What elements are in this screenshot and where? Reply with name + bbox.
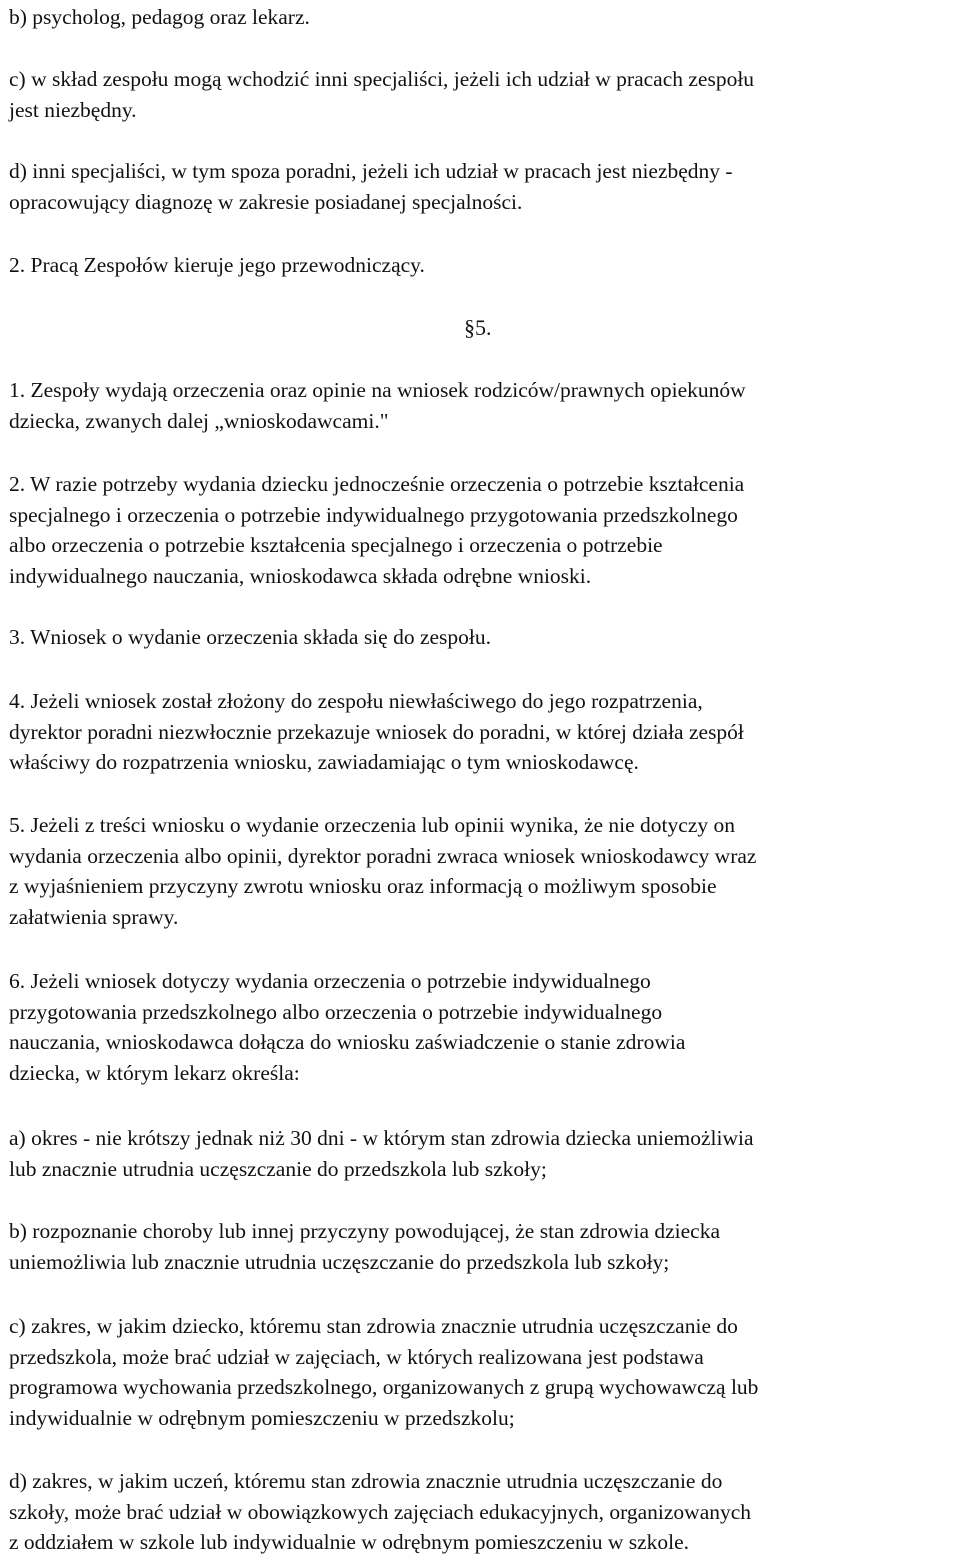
text-line: 6. Jeżeli wniosek dotyczy wydania orzeczenia o potrzebie indywidualnego (9, 969, 651, 993)
text-line: przygotowania przedszkolnego albo orzeczenia o potrzebie indywidualnego (9, 999, 663, 1024)
text-line: dziecka, w którym lekarz określa: (9, 1060, 300, 1085)
text-line: przedszkola, może brać udział w zajęciach, w których realizowana jest podstawa (9, 1344, 704, 1369)
text-line: opracowujący diagnozę w zakresie posiadanej specjalności. (9, 189, 523, 214)
text-line: dziecka, zwanych dalej „wnioskodawcami." (9, 408, 389, 433)
section-heading: §5. (464, 315, 492, 340)
text-line: jest niezbędny. (9, 97, 137, 122)
text-line: 5. Jeżeli z treści wniosku o wydanie orzeczenia lub opinii wynika, że nie dotyczy on (9, 813, 735, 837)
point-2 (9, 250, 954, 281)
text-line: 2. W razie potrzeby wydania dziecku jednocześnie orzeczenia o potrzebie kształcenia (9, 472, 745, 496)
paragraph-1 (9, 375, 954, 436)
text-line: właściwy do rozpatrzenia wniosku, zawiadamiając o tym wnioskodawcę. (9, 750, 639, 774)
subpoint-d (9, 1466, 954, 1558)
text-line: 2. Pracą Zespołów kieruje jego przewodniczący. (9, 253, 425, 277)
text-line: wydania orzeczenia albo opinii, dyrektor poradni zwraca wniosek wnioskodawcy wraz (9, 843, 757, 868)
text-line: z wyjaśnieniem przyczyny zwrotu wniosku oraz informacją o możliwym sposobie (9, 874, 717, 898)
text-line: szkoły, może brać udział w obowiązkowych zajęciach edukacyjnych, organizowanych (9, 1499, 752, 1524)
text-line: z oddziałem w szkole lub indywidualnie w odrębnym pomieszczeniu w szkole. (9, 1530, 690, 1554)
text-line: c) zakres, w jakim dziecko, któremu stan zdrowia znacznie utrudnia uczęszczanie do (9, 1314, 738, 1338)
text-line: nauczania, wnioskodawca dołącza do wniosku zaświadczenie o stanie zdrowia (9, 1030, 686, 1054)
item-c (9, 64, 954, 125)
text-line: programowa wychowania przedszkolnego, organizowanych z grupą wychowawczą lub (9, 1375, 759, 1399)
text-line: 3. Wniosek o wydanie orzeczenia składa się do zespołu. (9, 625, 491, 649)
text-line: indywidualnie w odrębnym pomieszczeniu w przedszkolu; (9, 1405, 515, 1430)
paragraph-2 (9, 469, 954, 591)
text-line: załatwienia sprawy. (9, 904, 179, 929)
item-d (9, 156, 954, 217)
text-line: 1. Zespoły wydają orzeczenia oraz opinie na wniosek rodziców/prawnych opiekunów (9, 378, 746, 402)
text-line: a) okres - nie krótszy jednak niż 30 dni - w którym stan zdrowia dziecka uniemożliwia (9, 1126, 754, 1150)
subpoint-b (9, 1216, 954, 1277)
text-line: albo orzeczenia o potrzebie kształcenia specjalnego i orzeczenia o potrzebie (9, 533, 663, 557)
text-line: indywidualnego nauczania, wnioskodawca składa odrębne wnioski. (9, 563, 592, 588)
text-line: 4. Jeżeli wniosek został złożony do zespołu niewłaściwego do jego rozpatrzenia, (9, 689, 703, 713)
text-line: c) w skład zespołu mogą wchodzić inni specjaliści, jeżeli ich udział w pracach zespołu (9, 67, 755, 91)
item-b (9, 2, 954, 33)
text-line: specjalnego i orzeczenia o potrzebie indywidualnego przygotowania przedszkolnego (9, 502, 738, 527)
text-line: dyrektor poradni niezwłocznie przekazuje wniosek do poradni, w której działa zespół (9, 719, 744, 744)
paragraph-3 (9, 622, 954, 653)
paragraph-6 (9, 966, 954, 1088)
text-line: b) rozpoznanie choroby lub innej przyczyny powodującej, że stan zdrowia dziecka (9, 1219, 721, 1243)
paragraph-4 (9, 686, 954, 778)
text-line: d) inni specjaliści, w tym spoza poradni, jeżeli ich udział w pracach jest niezbędny - (9, 159, 733, 183)
paragraph-5 (9, 810, 954, 932)
subpoint-c (9, 1311, 954, 1433)
text-line: lub znacznie utrudnia uczęszczanie do przedszkola lub szkoły; (9, 1156, 547, 1181)
subpoint-a (9, 1123, 954, 1184)
text-line: b) psycholog, pedagog oraz lekarz. (9, 5, 310, 29)
text-line: d) zakres, w jakim uczeń, któremu stan zdrowia znacznie utrudnia uczęszczanie do (9, 1469, 723, 1493)
text-line: uniemożliwia lub znacznie utrudnia uczęszczanie do przedszkola lub szkoły; (9, 1249, 670, 1274)
